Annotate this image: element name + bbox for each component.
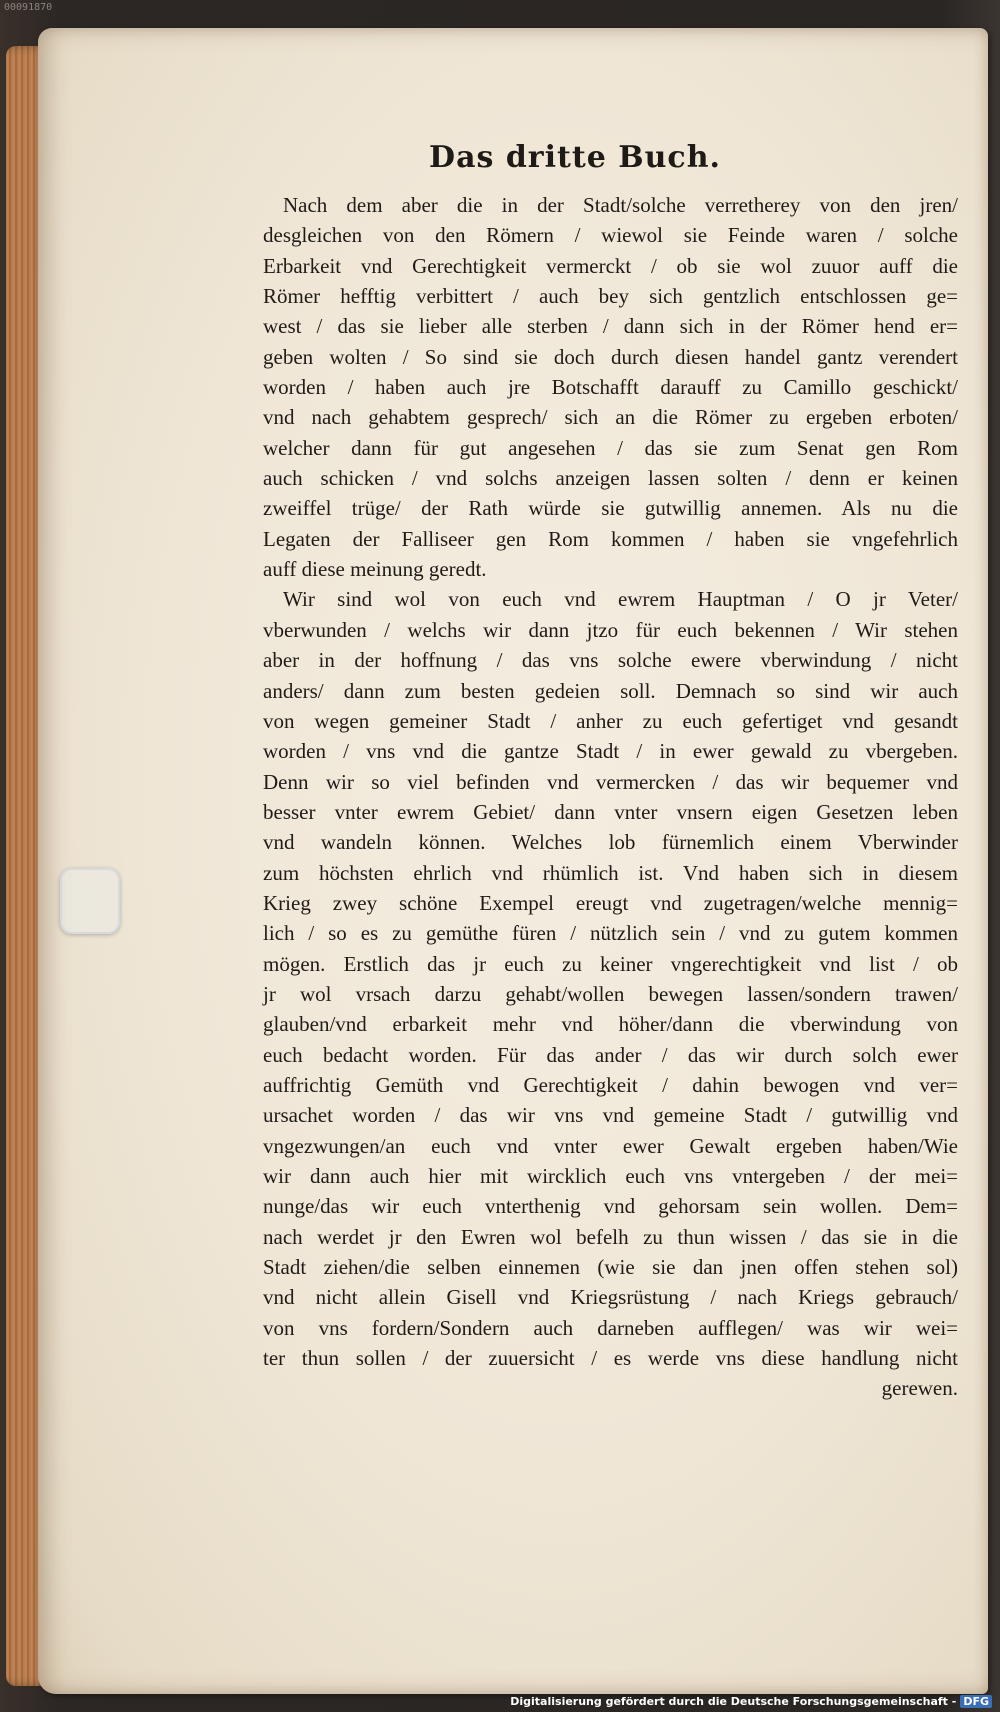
text-line: besser vnter ewrem Gebiet/ dann vnter vnsern eigen Gesetzen leben: [263, 799, 958, 824]
text-line: vberwunden / welchs wir dann jtzo für euch bekennen / Wir stehen: [263, 617, 958, 642]
text-line: welcher dann für gut angesehen / das sie zum Senat gen Rom: [263, 435, 958, 460]
dfg-logo: DFG: [960, 1695, 992, 1708]
text-line: nach werdet jr den Ewren wol befelh zu thun wissen / das sie in die: [263, 1224, 958, 1249]
text-line: Wir sind wol von euch vnd ewrem Hauptman / O jr Veter/: [283, 587, 958, 612]
text-line: worden / vns vnd die gantze Stadt / in ewer gewald zu vbergeben.: [263, 739, 958, 764]
text-line: glauben/vnd erbarkeit mehr vnd höher/dann die vberwindung von: [263, 1012, 958, 1037]
text-line: Stadt ziehen/die selben einnemen (wie sie dan jnen offen stehen sol): [263, 1255, 958, 1280]
text-line: vngezwungen/an euch vnd vnter ewer Gewalt ergeben haben/Wie: [263, 1133, 958, 1158]
text-line: Krieg zwey schöne Exempel ereugt vnd zugetragen/welche mennig=: [263, 890, 958, 915]
text-line: auffrichtig Gemüth vnd Gerechtigkeit / dahin bewogen vnd ver=: [263, 1072, 958, 1097]
text-line: mögen. Erstlich das jr euch zu keiner vngerechtigkeit vnd list / ob: [263, 951, 958, 976]
text-line: von wegen gemeiner Stadt / anher zu euch gefertiget vnd gesandt: [263, 708, 958, 733]
text-line: nunge/das wir euch vnterthenig vnd gehorsam sein wollen. Dem=: [263, 1194, 958, 1219]
text-line: geben wolten / So sind sie doch durch diesen handel gantz verendert: [263, 344, 958, 369]
text-line: Erbarkeit vnd Gerechtigkeit vermerckt / ob sie wol zuuor auff die: [263, 253, 958, 278]
funding-footer: [510, 1695, 992, 1708]
text-line: Römer hefftig verbittert / auch bey sich gentzlich entschlossen ge=: [263, 284, 958, 309]
text-line: Nach dem aber die in der Stadt/solche verretherey von den jren/: [283, 193, 958, 217]
text-line: vnd nach gehabtem gesprech/ sich an die Römer zu ergeben erboten/: [263, 405, 958, 430]
scan-id: 00091870: [4, 2, 53, 13]
text-line: desgleichen von den Römern / wiewol sie Feinde waren / solche: [263, 223, 958, 248]
text-line: zum höchsten ehrlich vnd rhümlich ist. Vnd haben sich in diesem: [263, 860, 958, 885]
text-line: ter thun sollen / der zuuersicht / es werde vns diese handlung nicht: [263, 1346, 958, 1371]
text-line: auch schicken / vnd solchs anzeigen lassen solten / denn er keinen: [263, 466, 958, 491]
body-text: [263, 190, 958, 1404]
text-line: west / das sie lieber alle sterben / dann sich in der Römer hend er=: [263, 314, 958, 339]
text-line: vnd nicht allein Gisell vnd Kriegsrüstung / nach Kriegs gebrauch/: [263, 1285, 958, 1310]
page-heading: Das dritte Buch.: [429, 140, 721, 175]
text-line: lich / so es zu gemüthe füren / nützlich sein / vnd zu gutem kommen: [263, 921, 958, 946]
closing-word: gerewen.: [881, 1376, 958, 1401]
footer-text: Digitalisierung gefördert durch die Deutsche Forschungsgemeinschaft -: [510, 1695, 957, 1708]
text-line: wir dann auch hier mit wircklich euch vns vntergeben / der mei=: [263, 1164, 958, 1188]
text-line: worden / haben auch jre Botschafft darauff zu Camillo geschickt/: [263, 375, 958, 400]
text-line: jr wol vrsach darzu gehabt/wollen bewegen lassen/sondern trawen/: [263, 981, 958, 1006]
text-line: euch bedacht worden. Für das ander / das wir durch solch ewer: [263, 1042, 958, 1067]
text-line: ursachet worden / das wir vns vnd gemeine Stadt / gutwillig vnd: [263, 1103, 958, 1128]
text-line: aber in der hoffnung / das vns solche ewere vberwindung / nicht: [263, 648, 958, 673]
text-line: vnd wandeln können. Welches lob fürnemlich einem Vberwinder: [263, 830, 958, 855]
text-line: von vns fordern/Sondern auch darneben aufflegen/ was wir wei=: [263, 1315, 958, 1340]
text-line: Denn wir so viel befinden vnd vermercken / das wir bequemer vnd: [263, 769, 958, 794]
text-line: zweiffel trüge/ der Rath würde sie gutwillig annemen. Als nu die: [263, 496, 958, 521]
text-line: Legaten der Falliseer gen Rom kommen / haben sie vngefehrlich: [263, 526, 958, 551]
paper-clip: [60, 868, 120, 934]
text-line: auff diese meinung geredt.: [263, 557, 487, 582]
text-line: anders/ dann zum besten gedeien soll. Demnach so sind wir auch: [263, 678, 958, 703]
